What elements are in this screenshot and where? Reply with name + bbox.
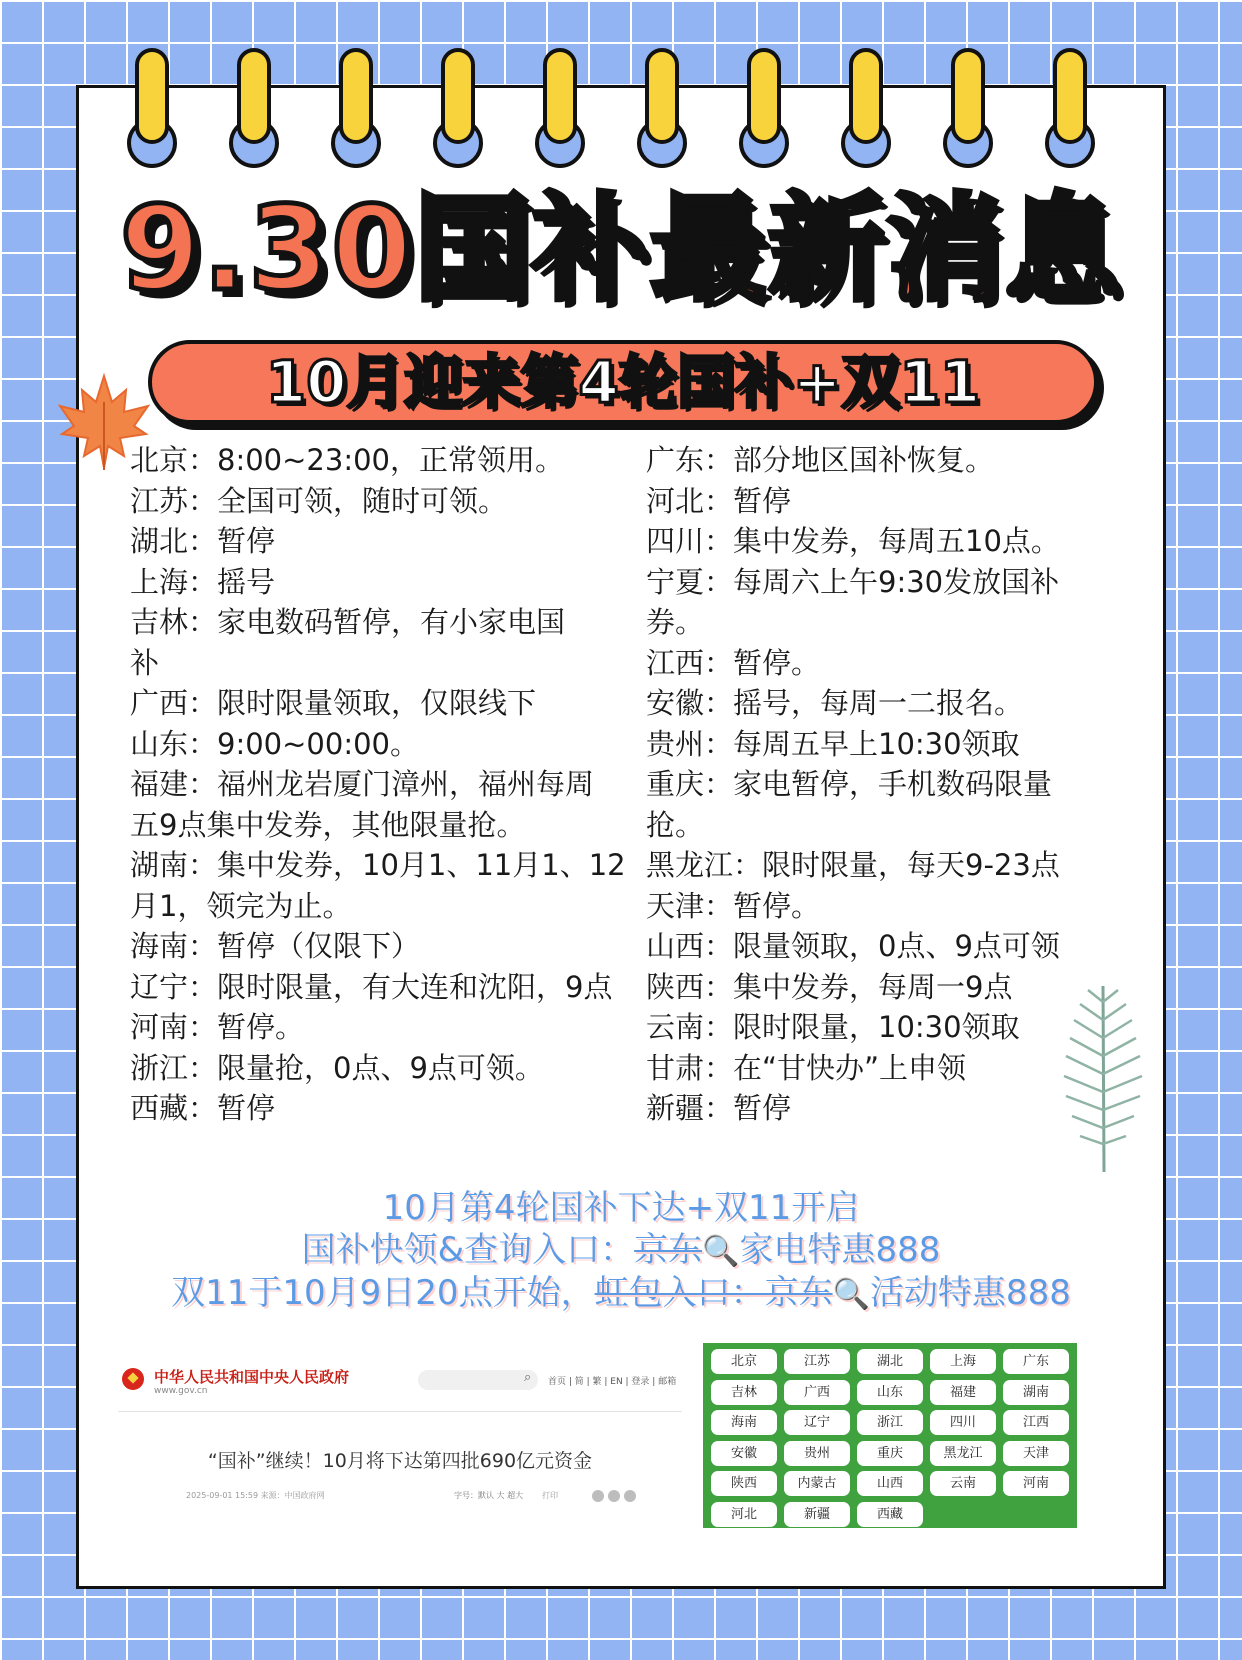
promo-line-2-code: 家电特惠888 <box>739 1230 941 1270</box>
province-chip[interactable]: 云南 <box>930 1471 996 1496</box>
gov-divider <box>118 1411 682 1412</box>
status-chongqing: 重庆：家电暂停，手机数码限量抢。 <box>646 767 1053 842</box>
status-guangxi: 广西：限时限量领取，仅限线下 <box>130 686 537 720</box>
status-zhejiang: 浙江：限量抢，0点、9点可领。 <box>130 1050 544 1085</box>
province-chip[interactable]: 重庆 <box>857 1441 923 1466</box>
province-chip[interactable]: 安徽 <box>711 1441 777 1466</box>
status-heilongjiang: 黑龙江：限时限量，每天9-23点 <box>646 848 1060 882</box>
province-chip[interactable]: 西藏 <box>857 1502 923 1527</box>
gov-share-icons <box>592 1487 640 1506</box>
status-jiangsu: 江苏：全国可领，随时可领。 <box>130 483 508 518</box>
status-hunan: 湖南：集中发券，10月1、11月1、12月1，领完为止。 <box>130 848 626 923</box>
province-chip[interactable]: 吉林 <box>711 1380 777 1405</box>
status-shanxi: 山西：限量领取，0点、9点可领 <box>646 929 1060 963</box>
promo-line-3-strike: 虹包入口：京东 <box>594 1273 833 1313</box>
magnifier-icon: 🔍 <box>832 1277 870 1312</box>
binder-pin <box>1053 48 1087 144</box>
province-chip[interactable]: 河南 <box>1003 1471 1069 1496</box>
binder-pin <box>135 48 169 144</box>
status-gansu: 甘肃：在“甘快办”上申领 <box>646 1050 967 1085</box>
province-chip[interactable]: 湖南 <box>1003 1380 1069 1405</box>
promo-line-2-strike: 京东 <box>634 1230 703 1270</box>
province-chip[interactable]: 黑龙江 <box>930 1441 996 1466</box>
status-shaanxi: 陕西：集中发券，每周一9点 <box>646 969 1013 1004</box>
province-chip[interactable]: 辽宁 <box>784 1410 850 1435</box>
status-guangdong: 广东：部分地区国补恢复。 <box>646 443 995 477</box>
province-chip[interactable]: 山东 <box>857 1380 923 1405</box>
gov-search-input[interactable] <box>418 1370 538 1390</box>
page-title: 9.30国补最新消息 <box>119 182 1123 317</box>
province-chip[interactable]: 山西 <box>857 1471 923 1496</box>
province-chip[interactable]: 贵州 <box>784 1441 850 1466</box>
province-chip[interactable]: 湖北 <box>857 1349 923 1374</box>
province-chip[interactable]: 四川 <box>930 1410 996 1435</box>
status-shandong: 山东：9:00~00:00。 <box>130 726 419 761</box>
status-hebei: 河北：暂停 <box>646 483 792 518</box>
share-wechat-icon[interactable] <box>608 1490 620 1502</box>
binder-pin <box>849 48 883 144</box>
gov-site-url: www.gov.cn <box>154 1386 208 1396</box>
binder-pin <box>441 48 475 144</box>
status-xinjiang: 新疆：暂停 <box>646 1091 792 1125</box>
province-status-left <box>130 440 628 1129</box>
binder-pin <box>645 48 679 144</box>
share-qzone-icon[interactable] <box>624 1490 636 1502</box>
status-ningxia: 宁夏：每周六上午9:30发放国补券。 <box>646 564 1060 639</box>
binder-pin <box>543 48 577 144</box>
status-jilin: 吉林：家电数码暂停，有小家电国补 <box>130 605 566 680</box>
province-chip[interactable]: 河北 <box>711 1502 777 1527</box>
status-henan: 河南：暂停。 <box>130 1010 305 1044</box>
status-beijing: 北京：8:00~23:00，正常领用。 <box>130 443 564 477</box>
binder-pin <box>237 48 271 144</box>
promo-line-3 <box>76 1265 1166 1314</box>
province-status-right <box>646 440 1101 1129</box>
gov-print-link[interactable]: 打印 <box>542 1491 558 1500</box>
status-shanghai: 上海：摇号 <box>130 564 276 599</box>
province-chip[interactable]: 福建 <box>930 1380 996 1405</box>
province-chip[interactable]: 浙江 <box>857 1410 923 1435</box>
gov-article-meta: 2025-09-01 15:59 来源：中国政府网 <box>186 1491 325 1500</box>
magnifier-icon: 🔍 <box>702 1234 740 1269</box>
promo-line-3-code: 活动特惠888 <box>869 1273 1071 1313</box>
promo-line-2-label: 国补快领&查询入口： <box>301 1230 635 1270</box>
province-chip[interactable]: 广东 <box>1003 1349 1069 1374</box>
status-yunnan: 云南：限时限量，10:30领取 <box>646 1010 1020 1044</box>
binder-pin <box>339 48 373 144</box>
province-chip[interactable]: 陕西 <box>711 1471 777 1496</box>
status-tianjin: 天津：暂停。 <box>646 888 821 923</box>
province-chip[interactable]: 上海 <box>930 1349 996 1374</box>
promo-line-3-label: 双11于10月9日20点开始， <box>171 1273 595 1313</box>
share-weibo-icon[interactable] <box>592 1490 604 1502</box>
province-chip[interactable]: 天津 <box>1003 1441 1069 1466</box>
binder-pin <box>951 48 985 144</box>
province-chip[interactable]: 广西 <box>784 1380 850 1405</box>
status-hubei: 湖北：暂停 <box>130 524 276 558</box>
status-guizhou: 贵州：每周五早上10:30领取 <box>646 726 1020 761</box>
status-liaoning: 辽宁：限时限量，有大连和沈阳，9点 <box>130 969 613 1004</box>
promo-line-1: 10月第4轮国补下达+双11开启 <box>382 1188 860 1228</box>
province-chip[interactable]: 内蒙古 <box>784 1471 850 1496</box>
national-emblem-icon <box>122 1368 144 1390</box>
status-fujian: 福建：福州龙岩厦门漳州，福州每周五9点集中发券，其他限量抢。 <box>130 767 595 842</box>
province-chip[interactable]: 北京 <box>711 1349 777 1374</box>
subtitle-text: 10月迎来第4轮国补+双11 <box>265 348 981 416</box>
gov-site-name: 中华人民共和国中央人民政府 <box>154 1368 350 1386</box>
status-anhui: 安徽：摇号，每周一二报名。 <box>646 686 1024 720</box>
province-grid <box>703 1343 1077 1528</box>
province-chip[interactable]: 江苏 <box>784 1349 850 1374</box>
status-sichuan: 四川：集中发券，每周五10点。 <box>646 524 1060 558</box>
province-chip[interactable]: 江西 <box>1003 1410 1069 1435</box>
search-icon[interactable]: ⌕ <box>524 1370 532 1385</box>
gov-font-size-options[interactable]: 字号：默认 大 超大 <box>454 1491 524 1500</box>
province-chip[interactable]: 新疆 <box>784 1502 850 1527</box>
gov-headline[interactable]: “国补”继续！10月将下达第四批690亿元资金 <box>207 1450 593 1472</box>
gov-nav-links[interactable]: 首页 | 简 | 繁 | EN | 登录 | 邮箱 <box>548 1377 677 1387</box>
status-xizang: 西藏：暂停 <box>130 1091 276 1125</box>
binder-pin <box>747 48 781 144</box>
status-jiangxi: 江西：暂停。 <box>646 645 821 680</box>
gov-news-screenshot <box>118 1340 682 1500</box>
province-chip[interactable]: 海南 <box>711 1410 777 1435</box>
status-hainan: 海南：暂停（仅限下） <box>130 929 421 963</box>
promo-line-2 <box>76 1222 1166 1271</box>
